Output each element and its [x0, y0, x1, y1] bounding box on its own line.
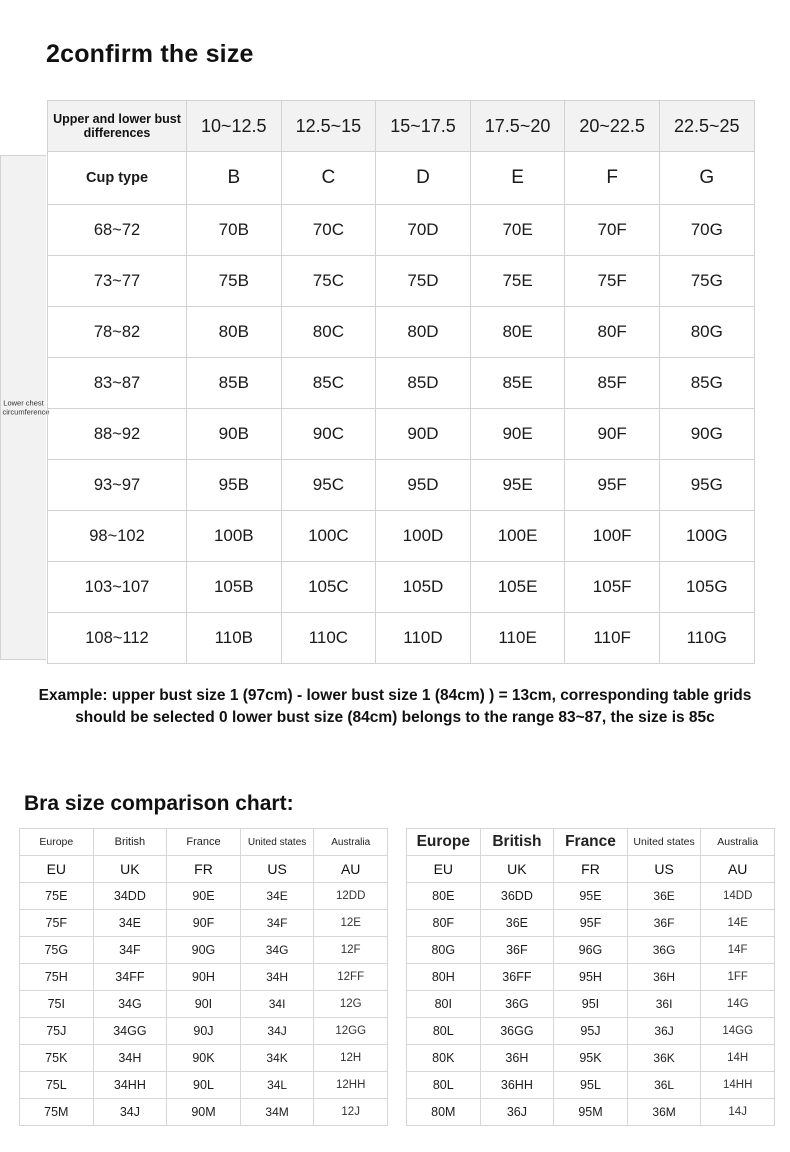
cell-fr: 90M [167, 1099, 241, 1126]
cell-size: 85F [565, 358, 660, 409]
cell-size: 100B [187, 511, 282, 562]
cell-size: 85D [376, 358, 471, 409]
comparison-left-country-header-row [20, 829, 388, 856]
table-row [48, 562, 755, 613]
cell-us: 34F [240, 910, 314, 937]
cell-fr: 90H [167, 964, 241, 991]
cell-eu: 80G [407, 937, 481, 964]
cell-eu: 80E [407, 883, 481, 910]
cell-eu: 75G [20, 937, 94, 964]
cell-size: 90D [376, 409, 471, 460]
cell-uk: 36F [480, 937, 554, 964]
cell-size: 110C [281, 613, 376, 664]
cell-fr: 95J [554, 1018, 628, 1045]
header-difference-2: 15~17.5 [376, 101, 471, 152]
cell-us: 34J [240, 1018, 314, 1045]
cell-eu: 80L [407, 1072, 481, 1099]
row-range: 103~107 [48, 562, 187, 613]
cell-uk: 36FF [480, 964, 554, 991]
comparison-table-left [19, 828, 388, 1126]
table-row [48, 613, 755, 664]
cell-au: 14E [701, 910, 775, 937]
cell-size: 95B [187, 460, 282, 511]
comparison-chart-heading: Bra size comparison chart: [24, 792, 294, 815]
cell-uk: 36HH [480, 1072, 554, 1099]
size-chart-head [48, 101, 755, 152]
cell-size: 80F [565, 307, 660, 358]
row-range: 73~77 [48, 256, 187, 307]
cell-au: 1FF [701, 964, 775, 991]
table-row [20, 1018, 388, 1045]
header-us: US [627, 856, 701, 883]
cell-us: 36K [627, 1045, 701, 1072]
row-range: 83~87 [48, 358, 187, 409]
header-france: France [554, 829, 628, 856]
header-difference-0: 10~12.5 [187, 101, 282, 152]
header-au: AU [701, 856, 775, 883]
cell-fr: 95I [554, 991, 628, 1018]
header-united-states: United states [627, 829, 701, 856]
cell-size: 105C [281, 562, 376, 613]
cell-size: 90E [470, 409, 565, 460]
cell-us: 36M [627, 1099, 701, 1126]
header-upper-lower-bust-differences: Upper and lower bust differences [48, 101, 187, 152]
cell-us: 34M [240, 1099, 314, 1126]
table-row [407, 964, 775, 991]
cell-size: 85E [470, 358, 565, 409]
header-fr: FR [554, 856, 628, 883]
cell-size: 75F [565, 256, 660, 307]
cell-eu: 75M [20, 1099, 94, 1126]
row-range: 108~112 [48, 613, 187, 664]
header-au: AU [314, 856, 388, 883]
cup-type-1: C [281, 152, 376, 205]
table-row [407, 910, 775, 937]
cell-us: 36F [627, 910, 701, 937]
cell-size: 70F [565, 205, 660, 256]
cell-size: 105G [659, 562, 754, 613]
row-range: 98~102 [48, 511, 187, 562]
table-row [407, 883, 775, 910]
row-range: 93~97 [48, 460, 187, 511]
cell-uk: 34FF [93, 964, 167, 991]
cell-size: 85B [187, 358, 282, 409]
header-british: British [480, 829, 554, 856]
cup-type-4: F [565, 152, 660, 205]
header-france: France [167, 829, 241, 856]
cup-type-0: B [187, 152, 282, 205]
cell-au: 12H [314, 1045, 388, 1072]
table-row [407, 991, 775, 1018]
cell-au: 14GG [701, 1018, 775, 1045]
table-row [407, 1099, 775, 1126]
cell-fr: 95K [554, 1045, 628, 1072]
cell-size: 85C [281, 358, 376, 409]
example-text: Example: upper bust size 1 (97cm) - lower bust size 1 (84cm) ) = 13cm, corresponding table grids should be selected 0 lower bust size (84cm) belongs to the range 83~87, the size is 85c [38, 687, 752, 727]
cell-size: 95F [565, 460, 660, 511]
cell-us: 34L [240, 1072, 314, 1099]
cell-eu: 75J [20, 1018, 94, 1045]
cell-fr: 90K [167, 1045, 241, 1072]
header-uk: UK [480, 856, 554, 883]
cell-size: 95G [659, 460, 754, 511]
cell-uk: 36E [480, 910, 554, 937]
cell-eu: 80K [407, 1045, 481, 1072]
cell-fr: 95E [554, 883, 628, 910]
table-row [20, 910, 388, 937]
table-row [48, 256, 755, 307]
header-eu: EU [20, 856, 94, 883]
cell-uk: 36G [480, 991, 554, 1018]
cell-au: 14F [701, 937, 775, 964]
cell-eu: 75I [20, 991, 94, 1018]
table-row [20, 1045, 388, 1072]
cell-us: 34I [240, 991, 314, 1018]
cell-au: 14J [701, 1099, 775, 1126]
cell-size: 100E [470, 511, 565, 562]
size-chart-header-row [48, 101, 755, 152]
cell-size: 90B [187, 409, 282, 460]
cell-au: 12E [314, 910, 388, 937]
cell-eu: 75F [20, 910, 94, 937]
comparison-right-code-header-row [407, 856, 775, 883]
table-row [20, 1072, 388, 1099]
cell-us: 36J [627, 1018, 701, 1045]
cell-size: 70B [187, 205, 282, 256]
cell-au: 14DD [701, 883, 775, 910]
cell-uk: 34GG [93, 1018, 167, 1045]
cell-size: 100G [659, 511, 754, 562]
cup-type-label: Cup type [48, 152, 187, 205]
cell-size: 80E [470, 307, 565, 358]
header-united-states: United states [240, 829, 314, 856]
cell-size: 75E [470, 256, 565, 307]
cell-fr: 90G [167, 937, 241, 964]
cell-fr: 90J [167, 1018, 241, 1045]
header-eu: EU [407, 856, 481, 883]
cell-fr: 90E [167, 883, 241, 910]
cell-size: 110B [187, 613, 282, 664]
cell-uk: 36H [480, 1045, 554, 1072]
cell-us: 36G [627, 937, 701, 964]
cell-eu: 80F [407, 910, 481, 937]
lower-chest-circumference-side-label [0, 155, 50, 660]
cell-uk: 36GG [480, 1018, 554, 1045]
header-europe: Europe [20, 829, 94, 856]
cell-uk: 36J [480, 1099, 554, 1126]
cell-size: 90C [281, 409, 376, 460]
table-row [20, 964, 388, 991]
cell-size: 70E [470, 205, 565, 256]
size-chart-table [47, 100, 755, 664]
cell-uk: 34E [93, 910, 167, 937]
cell-au: 12G [314, 991, 388, 1018]
header-australia: Australia [701, 829, 775, 856]
cell-size: 80B [187, 307, 282, 358]
side-label-text: Lower chest circumference [2, 398, 50, 417]
cell-uk: 34J [93, 1099, 167, 1126]
cell-size: 110E [470, 613, 565, 664]
header-uk: UK [93, 856, 167, 883]
cell-us: 36H [627, 964, 701, 991]
cell-size: 95C [281, 460, 376, 511]
table-row [407, 937, 775, 964]
cell-au: 12F [314, 937, 388, 964]
cell-uk: 34F [93, 937, 167, 964]
cell-eu: 80L [407, 1018, 481, 1045]
cell-size: 80G [659, 307, 754, 358]
cell-au: 12DD [314, 883, 388, 910]
cell-uk: 34DD [93, 883, 167, 910]
cell-au: 12J [314, 1099, 388, 1126]
cup-type-2: D [376, 152, 471, 205]
cell-size: 75D [376, 256, 471, 307]
cell-eu: 75L [20, 1072, 94, 1099]
cell-uk: 34G [93, 991, 167, 1018]
header-difference-4: 20~22.5 [565, 101, 660, 152]
cell-size: 110G [659, 613, 754, 664]
cell-fr: 90I [167, 991, 241, 1018]
table-row [20, 937, 388, 964]
cell-size: 100C [281, 511, 376, 562]
cell-us: 36I [627, 991, 701, 1018]
cell-size: 105D [376, 562, 471, 613]
header-australia: Australia [314, 829, 388, 856]
header-us: US [240, 856, 314, 883]
cell-size: 80D [376, 307, 471, 358]
cell-size: 95E [470, 460, 565, 511]
comparison-table-right-wrapper [406, 828, 775, 1126]
table-row [48, 460, 755, 511]
comparison-left-code-header-row [20, 856, 388, 883]
table-row [407, 1072, 775, 1099]
cell-fr: 95M [554, 1099, 628, 1126]
cell-size: 105B [187, 562, 282, 613]
cell-fr: 96G [554, 937, 628, 964]
cell-eu: 80I [407, 991, 481, 1018]
cell-size: 90G [659, 409, 754, 460]
cell-size: 105F [565, 562, 660, 613]
table-row [407, 1045, 775, 1072]
table-row [48, 358, 755, 409]
cell-us: 34G [240, 937, 314, 964]
cell-au: 12GG [314, 1018, 388, 1045]
cell-size: 85G [659, 358, 754, 409]
cell-au: 12FF [314, 964, 388, 991]
cell-size: 95D [376, 460, 471, 511]
table-row [20, 883, 388, 910]
table-row [48, 205, 755, 256]
table-row [20, 1099, 388, 1126]
cell-uk: 34H [93, 1045, 167, 1072]
cup-type-3: E [470, 152, 565, 205]
cell-us: 34E [240, 883, 314, 910]
cell-eu: 75K [20, 1045, 94, 1072]
page-title: 2confirm the size [46, 40, 254, 68]
size-chart-body [48, 152, 755, 664]
header-europe: Europe [407, 829, 481, 856]
table-row [48, 307, 755, 358]
cell-fr: 90L [167, 1072, 241, 1099]
cell-size: 70C [281, 205, 376, 256]
cell-fr: 95F [554, 910, 628, 937]
cell-fr: 95H [554, 964, 628, 991]
table-row [48, 409, 755, 460]
cup-type-row [48, 152, 755, 205]
comparison-table-right [406, 828, 775, 1126]
cell-eu: 75E [20, 883, 94, 910]
cell-us: 34H [240, 964, 314, 991]
cell-uk: 36DD [480, 883, 554, 910]
cell-size: 100F [565, 511, 660, 562]
cell-size: 75C [281, 256, 376, 307]
cell-eu: 80H [407, 964, 481, 991]
comparison-right-country-header-row [407, 829, 775, 856]
cell-us: 34K [240, 1045, 314, 1072]
comparison-table-left-wrapper [19, 828, 388, 1126]
cell-size: 110D [376, 613, 471, 664]
cell-us: 36E [627, 883, 701, 910]
cell-au: 12HH [314, 1072, 388, 1099]
cell-size: 100D [376, 511, 471, 562]
row-range: 88~92 [48, 409, 187, 460]
cell-au: 14G [701, 991, 775, 1018]
cell-size: 105E [470, 562, 565, 613]
cell-size: 110F [565, 613, 660, 664]
header-difference-3: 17.5~20 [470, 101, 565, 152]
row-range: 68~72 [48, 205, 187, 256]
cell-us: 36L [627, 1072, 701, 1099]
row-range: 78~82 [48, 307, 187, 358]
table-row [48, 511, 755, 562]
cell-fr: 90F [167, 910, 241, 937]
header-difference-5: 22.5~25 [659, 101, 754, 152]
cell-size: 90F [565, 409, 660, 460]
header-british: British [93, 829, 167, 856]
cell-au: 14HH [701, 1072, 775, 1099]
cell-au: 14H [701, 1045, 775, 1072]
size-chart-table-wrapper [47, 100, 747, 664]
header-fr: FR [167, 856, 241, 883]
cell-uk: 34HH [93, 1072, 167, 1099]
cup-type-5: G [659, 152, 754, 205]
table-row [20, 991, 388, 1018]
cell-eu: 75H [20, 964, 94, 991]
cell-size: 75G [659, 256, 754, 307]
cell-size: 80C [281, 307, 376, 358]
cell-size: 70G [659, 205, 754, 256]
cell-size: 75B [187, 256, 282, 307]
table-row [407, 1018, 775, 1045]
cell-fr: 95L [554, 1072, 628, 1099]
cell-size: 70D [376, 205, 471, 256]
header-difference-1: 12.5~15 [281, 101, 376, 152]
cell-eu: 80M [407, 1099, 481, 1126]
